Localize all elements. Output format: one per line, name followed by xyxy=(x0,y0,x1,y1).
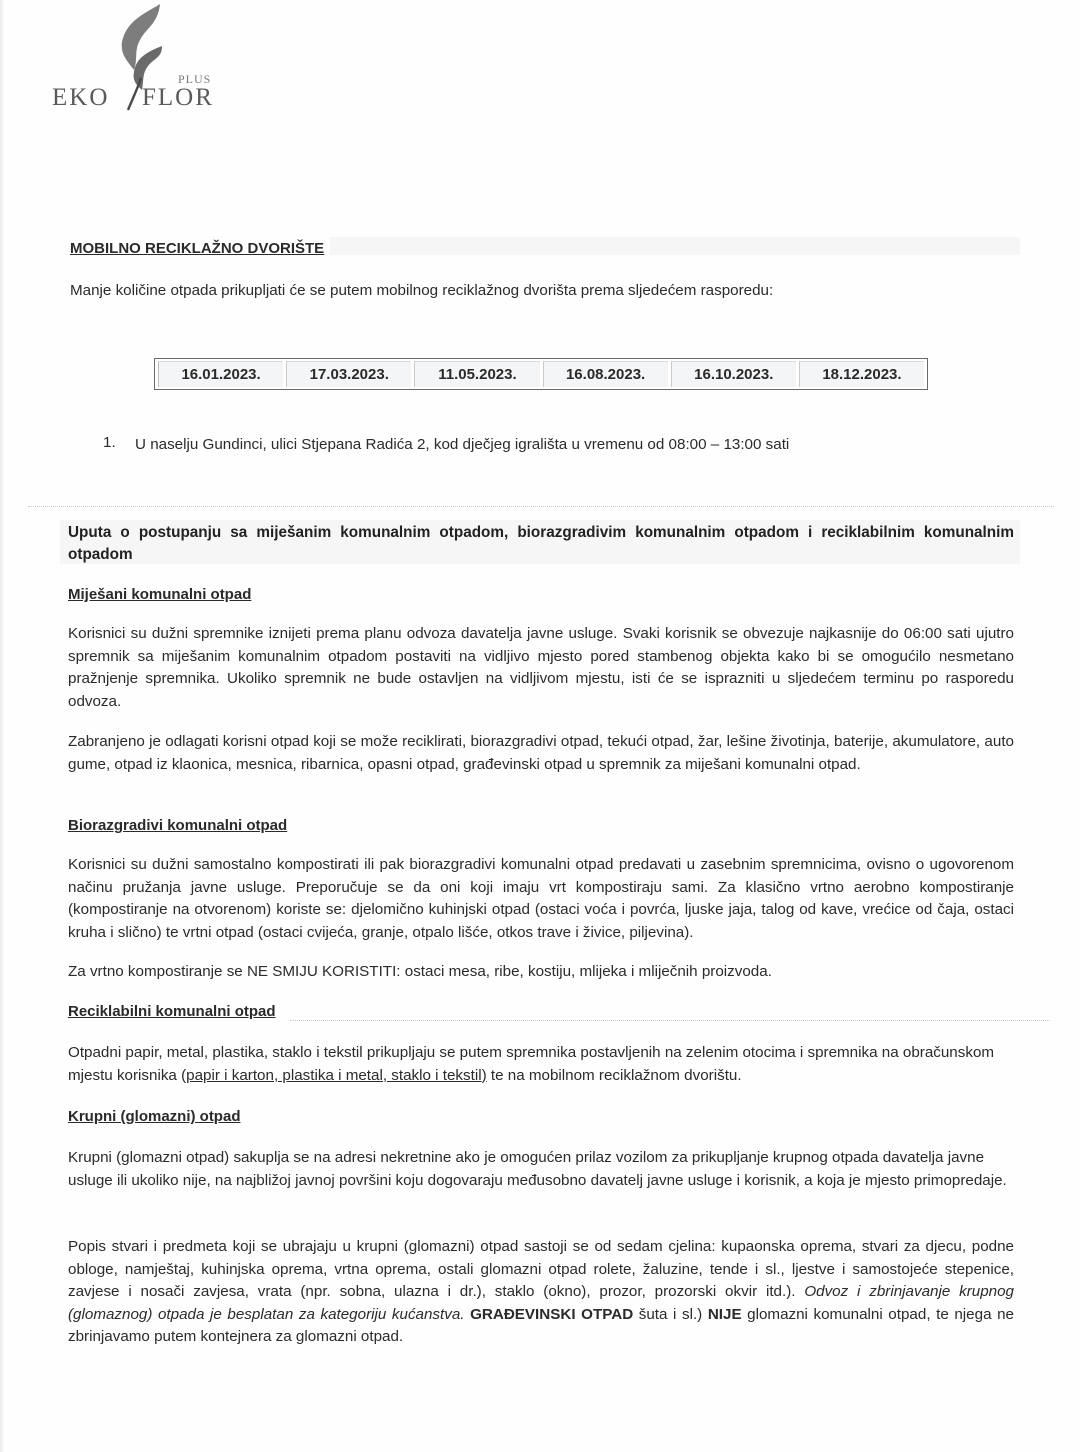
recyclable-categories: papir i karton, plastika i metal, staklo i tekstil) xyxy=(186,1066,487,1084)
company-logo xyxy=(50,2,220,114)
divider xyxy=(28,506,1054,507)
construction-waste-label: GRAĐEVINSKI OTPAD xyxy=(464,1305,634,1323)
section-heading-bulky-waste: Krupni (glomazni) otpad xyxy=(68,1108,241,1125)
recyclable-paragraph xyxy=(68,1042,998,1087)
schedule-date: 16.01.2023. xyxy=(158,361,283,387)
mixed-waste-paragraph-1: Korisnici su dužni spremnike iznijeti prema planu odvoza davatelja javne usluge. Svaki korisnik se obvezuje najkasnije do 06:00 sati ujutro spremnik sa miješanim komunalnim otpadom postaviti na vidljivo mjesto pored stambenog objekta kako bi se omogućilo nesmetano pražnjenje spremnika. Ukoliko spremnik ne bude ostavljen na vidljivom mjestu, isti će se isprazniti u sljedećem terminu po rasporedu odvoza. xyxy=(68,625,1014,710)
mobile-yard-intro: Manje količine otpada prikupljati će se putem mobilnog reciklažnog dvorišta prema sljedećem rasporedu: xyxy=(70,282,774,299)
not-label: NIJE xyxy=(707,1305,742,1323)
scan-artifact xyxy=(330,237,1020,255)
logo-text-plus: PLUS xyxy=(178,72,212,86)
schedule-date: 11.05.2023. xyxy=(414,361,539,387)
biodegradable-paragraph-1: Korisnici su dužni samostalno kompostirati ili pak biorazgradivi komunalni otpad predavati u zasebnim spremnicima, ovisno o ugovorenom načinu pružanja javne usluge. Preporučuje se da oni koji imaju vrt kompostiraju sami. Za klasično vrtno aerobno kompostiranje (kompostiranje na otvorenom) koriste se: djelomično kuhinjski otpad (ostaci voća i povrća, ljuske jaja, talog od kave, vrećice od čaja, ostaci kruha i slično) te vrtni otpad (ostaci cvijeća, granje, otpalo lišće, otkos trave i živice, piljevina). xyxy=(68,856,1014,941)
section-heading-recyclable-waste: Reciklabilni komunalni otpad xyxy=(68,1003,276,1020)
section-heading-biodegradable-waste: Biorazgradivi komunalni otpad xyxy=(68,817,288,834)
schedule-date: 16.08.2023. xyxy=(543,361,668,387)
bulky-waste-paragraph-1: Krupni (glomazni otpad) sakuplja se na adresi nekretnine ako je omogućen prilaz vozilom za prikupljanje krupnog otpada davatelja javne usluge ili ukoliko nije, na najbližoj javnoj površini koju dogovaraju međusobno davatelj javne usluge i korisnik, a koja je mjesto primopredaje. xyxy=(68,1149,1007,1189)
schedule-dates-table xyxy=(154,358,928,390)
section-heading-mixed-waste: Miješani komunalni otpad xyxy=(68,586,252,603)
logo-text-eko: EKO xyxy=(52,84,110,111)
schedule-date: 18.12.2023. xyxy=(799,361,924,387)
instructions-title: Uputa o postupanju sa miješanim komunalnim otpadom, biorazgradivim komunalnim otpadom i reciklabilnim komunalnim otpadom xyxy=(68,524,1014,563)
section-title-mobile-yard: MOBILNO RECIKLAŽNO DVORIŠTE xyxy=(70,240,325,257)
location-text: U naselju Gundinci, ulici Stjepana Radića 2, kod dječjeg igrališta u vremenu od 08:00 – 13:00 sati xyxy=(135,436,790,453)
mixed-waste-paragraph-2: Zabranjeno je odlagati korisni otpad koji se može reciklirati, biorazgradivi otpad, tekući otpad, žar, lešine životinja, baterije, akumulatore, auto gume, otpad iz klaonica, mesnica, ribarnica, opasni otpad, građevinski otpad u spremnik za miješani komunalni otpad. xyxy=(68,733,1014,773)
recyclable-text-start: Otpadni papir, metal, plastika, staklo i tekstil prikupljaju se putem spremnika postavljenih na zelenim otocima i spremnika na obračunskom mjestu korisnika ( xyxy=(68,1044,995,1084)
biodegradable-paragraph-2: Za vrtno kompostiranje se NE SMIJU KORISTITI: ostaci mesa, ribe, kostiju, mlijeka i mliječnih proizvoda. xyxy=(68,963,772,980)
location-number: 1. xyxy=(103,434,116,451)
schedule-date: 16.10.2023. xyxy=(671,361,796,387)
logo-text-flor: FLOR xyxy=(142,84,214,111)
divider xyxy=(290,1020,1050,1021)
schedule-date: 17.03.2023. xyxy=(286,361,411,387)
bulky-items-list: Popis stvari i predmeta koji se ubrajaju u krupni (glomazni) otpad sastoji se od sedam cjelina: kupaonska oprema, stvari za djecu, podne obloge, namještaj, kuhinjska oprema, vrtna oprema, ostali glomazni otpad rolete, žaluzine, tende i sl., ljestve i samostojeće stepenice, zavjese i nosači zavjesa, vrata (npr. sobna, ulazna i dr.), staklo (okno), prozor, prozorski okvir itd.). xyxy=(68,1238,1014,1300)
recyclable-text-end: te na mobilnom reciklažnom dvorištu. xyxy=(486,1066,742,1084)
bulky-waste-closing: glomazni komunalni otpad, te njega ne zbrinjavamo putem kontejnera za glomazni otpad. xyxy=(68,1305,1014,1345)
construction-waste-detail: šuta i sl.) xyxy=(633,1305,708,1323)
scan-edge xyxy=(0,0,4,1452)
bulky-free-notice: Odvoz i zbrinjavanje krupnog (glomaznog) otpada je besplatan za kategoriju kućanstva. xyxy=(68,1283,1014,1323)
bulky-waste-paragraph-2 xyxy=(68,1236,1014,1349)
